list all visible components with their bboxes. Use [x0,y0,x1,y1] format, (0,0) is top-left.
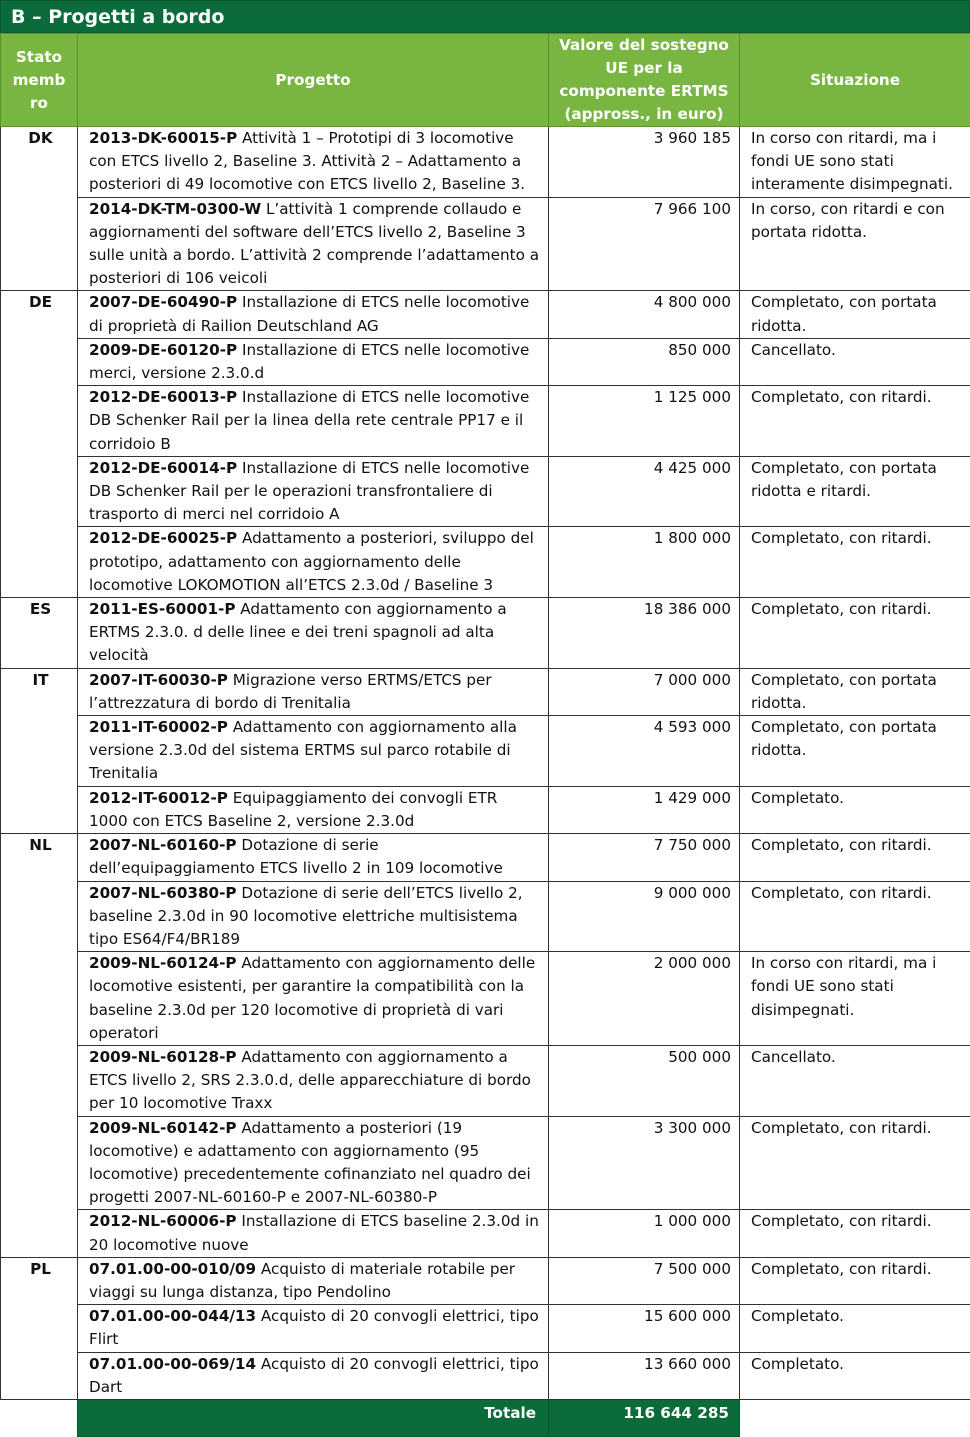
project-cell [78,834,549,881]
member-state-cell: IT [1,668,78,833]
project-cell [78,1305,549,1352]
amount-cell: 7 000 000 [549,668,740,715]
header-status: Situazione [740,34,970,127]
project-description: L’attività 1 comprende collaudo e aggiornamenti del software dell’ETCS livello 2, Baseline 3 sulle unità a bordo. L’attività 2 comprende l’adattamento a posteriori di 106 veicoli [89,200,539,288]
table-row [1,291,970,338]
table-row [1,1257,970,1304]
project-code: 2012-NL-60006-P [89,1212,237,1230]
project-description: Installazione di ETCS nelle locomotive di proprietà di Railion Deutschland AG [89,293,529,334]
project-description: Installazione di ETCS nelle locomotive DB Schenker Rail per la linea della rete centrale PP17 e il corridoio B [89,388,529,452]
status-cell: Completato, con portata ridotta. [740,716,970,787]
amount-cell: 4 800 000 [549,291,740,338]
project-description: Adattamento con aggiornamento a ERTMS 2.3.0. d delle linee e dei treni spagnoli ad alta velocità [89,600,507,664]
status-cell: Completato, con ritardi. [740,881,970,952]
amount-cell: 15 600 000 [549,1305,740,1352]
table-row [1,786,970,833]
total-amount: 116 644 285 [549,1399,740,1436]
status-cell: In corso con ritardi, ma i fondi UE sono stati interamente disimpegnati. [740,127,970,198]
status-cell: Completato, con ritardi. [740,1257,970,1304]
total-row [1,1399,970,1436]
amount-cell: 7 750 000 [549,834,740,881]
project-cell [78,527,549,598]
project-code: 2009-NL-60128-P [89,1048,237,1066]
project-description: Adattamento con aggiornamento alla versione 2.3.0d del sistema ERTMS sul parco rotabile di Trenitalia [89,718,517,782]
project-code: 2009-DE-60120-P [89,341,237,359]
amount-cell: 3 300 000 [549,1116,740,1210]
header-state: Stato memb ro [1,34,78,127]
total-spacer [740,1399,970,1436]
amount-cell: 1 000 000 [549,1210,740,1257]
project-cell [78,127,549,198]
project-description: Adattamento a posteriori, sviluppo del prototipo, adattamento con aggiornamento delle locomotive LOKOMOTION all’ETCS 2.3.0d / Baseline 3 [89,529,534,593]
status-cell: In corso, con ritardi e con portata ridotta. [740,197,970,291]
table-row [1,834,970,881]
amount-cell: 1 125 000 [549,386,740,457]
project-code: 2007-NL-60380-P [89,884,237,902]
status-cell: Completato, con ritardi. [740,1116,970,1210]
header-row [1,34,970,127]
member-state-cell: NL [1,834,78,1258]
table-row [1,527,970,598]
table-row [1,338,970,385]
project-code: 2009-NL-60124-P [89,954,237,972]
status-cell: Completato, con ritardi. [740,1210,970,1257]
status-cell: Completato, con ritardi. [740,598,970,669]
projects-table [0,33,970,1437]
project-cell [78,668,549,715]
amount-cell: 1 800 000 [549,527,740,598]
table-row [1,386,970,457]
amount-cell: 4 593 000 [549,716,740,787]
project-description: Migrazione verso ERTMS/ETCS per l’attrezzatura di bordo di Trenitalia [89,671,492,712]
project-cell [78,197,549,291]
table-row [1,598,970,669]
project-code: 07.01.00-00-044/13 [89,1307,256,1325]
project-description: Adattamento a posteriori (19 locomotive) e adattamento con aggiornamento (95 locomotive) precedentemente cofinanziato nel quadro dei progetti 2007-NL-60160-P e 2007-NL-60380-P [89,1119,531,1207]
amount-cell: 4 425 000 [549,456,740,527]
project-code: 2013-DK-60015-P [89,129,237,147]
project-cell [78,1257,549,1304]
table-row [1,668,970,715]
member-state-cell: DE [1,291,78,598]
status-cell: Completato, con portata ridotta. [740,291,970,338]
table-row [1,1045,970,1116]
status-cell: Cancellato. [740,338,970,385]
amount-cell: 9 000 000 [549,881,740,952]
table-row [1,1305,970,1352]
amount-cell: 1 429 000 [549,786,740,833]
project-cell [78,456,549,527]
project-code: 2011-IT-60002-P [89,718,228,736]
project-code: 2007-DE-60490-P [89,293,237,311]
project-code: 07.01.00-00-010/09 [89,1260,256,1278]
section-title: B – Progetti a bordo [0,0,970,33]
status-cell: Cancellato. [740,1045,970,1116]
header-value: Valore del sostegno UE per la componente ERTMS (appross., in euro) [549,34,740,127]
amount-cell: 7 500 000 [549,1257,740,1304]
total-spacer [1,1399,78,1436]
project-code: 2007-NL-60160-P [89,836,237,854]
project-code: 2012-DE-60025-P [89,529,237,547]
project-cell [78,1352,549,1399]
project-cell [78,786,549,833]
amount-cell: 7 966 100 [549,197,740,291]
amount-cell: 18 386 000 [549,598,740,669]
project-description: Equipaggiamento dei convogli ETR 1000 con ETCS Baseline 2, versione 2.3.0d [89,789,497,830]
total-label: Totale [78,1399,549,1436]
status-cell: Completato. [740,786,970,833]
project-code: 2007-IT-60030-P [89,671,228,689]
status-cell: Completato. [740,1352,970,1399]
header-project: Progetto [78,34,549,127]
project-code: 07.01.00-00-069/14 [89,1355,256,1373]
table-row [1,197,970,291]
project-cell [78,1210,549,1257]
table-row [1,456,970,527]
project-description: Dotazione di serie dell’equipaggiamento ETCS livello 2 in 109 locomotive [89,836,503,877]
project-cell [78,1116,549,1210]
amount-cell: 500 000 [549,1045,740,1116]
member-state-cell: DK [1,127,78,291]
table-row [1,881,970,952]
project-cell [78,881,549,952]
status-cell: In corso con ritardi, ma i fondi UE sono stati disimpegnati. [740,952,970,1046]
project-cell [78,1045,549,1116]
status-cell: Completato, con ritardi. [740,527,970,598]
project-code: 2011-ES-60001-P [89,600,235,618]
table-body [1,127,970,1437]
project-description: Acquisto di 20 convogli elettrici, tipo Dart [89,1355,539,1396]
project-cell [78,338,549,385]
amount-cell: 850 000 [549,338,740,385]
status-cell: Completato, con portata ridotta e ritardi. [740,456,970,527]
project-code: 2012-IT-60012-P [89,789,228,807]
project-code: 2012-DE-60013-P [89,388,237,406]
project-description: Acquisto di materiale rotabile per viaggi su lunga distanza, tipo Pendolino [89,1260,515,1301]
project-description: Installazione di ETCS nelle locomotive merci, versione 2.3.0.d [89,341,529,382]
project-cell [78,598,549,669]
project-description: Installazione di ETCS nelle locomotive DB Schenker Rail per le operazioni transfrontaliere di trasporto di merci nel corridoio A [89,459,529,523]
table-row [1,952,970,1046]
project-description: Dotazione di serie dell’ETCS livello 2, baseline 2.3.0d in 90 locomotive elettriche multisistema tipo ES64/F4/BR189 [89,884,523,948]
member-state-cell: PL [1,1257,78,1399]
project-code: 2014-DK-TM-0300-W [89,200,261,218]
project-cell [78,291,549,338]
project-cell [78,716,549,787]
table-row [1,716,970,787]
project-cell [78,386,549,457]
table-row [1,1116,970,1210]
table-row [1,1352,970,1399]
status-cell: Completato. [740,1305,970,1352]
amount-cell: 2 000 000 [549,952,740,1046]
amount-cell: 13 660 000 [549,1352,740,1399]
project-code: 2009-NL-60142-P [89,1119,237,1137]
amount-cell: 3 960 185 [549,127,740,198]
table-row [1,127,970,198]
status-cell: Completato, con ritardi. [740,386,970,457]
member-state-cell: ES [1,598,78,669]
project-description: Acquisto di 20 convogli elettrici, tipo Flirt [89,1307,539,1348]
table-row [1,1210,970,1257]
project-code: 2012-DE-60014-P [89,459,237,477]
status-cell: Completato, con portata ridotta. [740,668,970,715]
project-cell [78,952,549,1046]
status-cell: Completato, con ritardi. [740,834,970,881]
project-description: Attività 1 – Prototipi di 3 locomotive con ETCS livello 2, Baseline 3. Attività 2 – Adattamento a posteriori di 49 locomotive con ETCS livello 2, Baseline 3. [89,129,525,193]
project-description: Installazione di ETCS baseline 2.3.0d in 20 locomotive nuove [89,1212,539,1253]
project-description: Adattamento con aggiornamento delle locomotive esistenti, per garantire la compatibilità con la baseline 2.3.0d per 120 locomotive di proprietà di vari operatori [89,954,535,1042]
project-description: Adattamento con aggiornamento a ETCS livello 2, SRS 2.3.0.d, delle apparecchiature di bordo per 10 locomotive Traxx [89,1048,531,1112]
